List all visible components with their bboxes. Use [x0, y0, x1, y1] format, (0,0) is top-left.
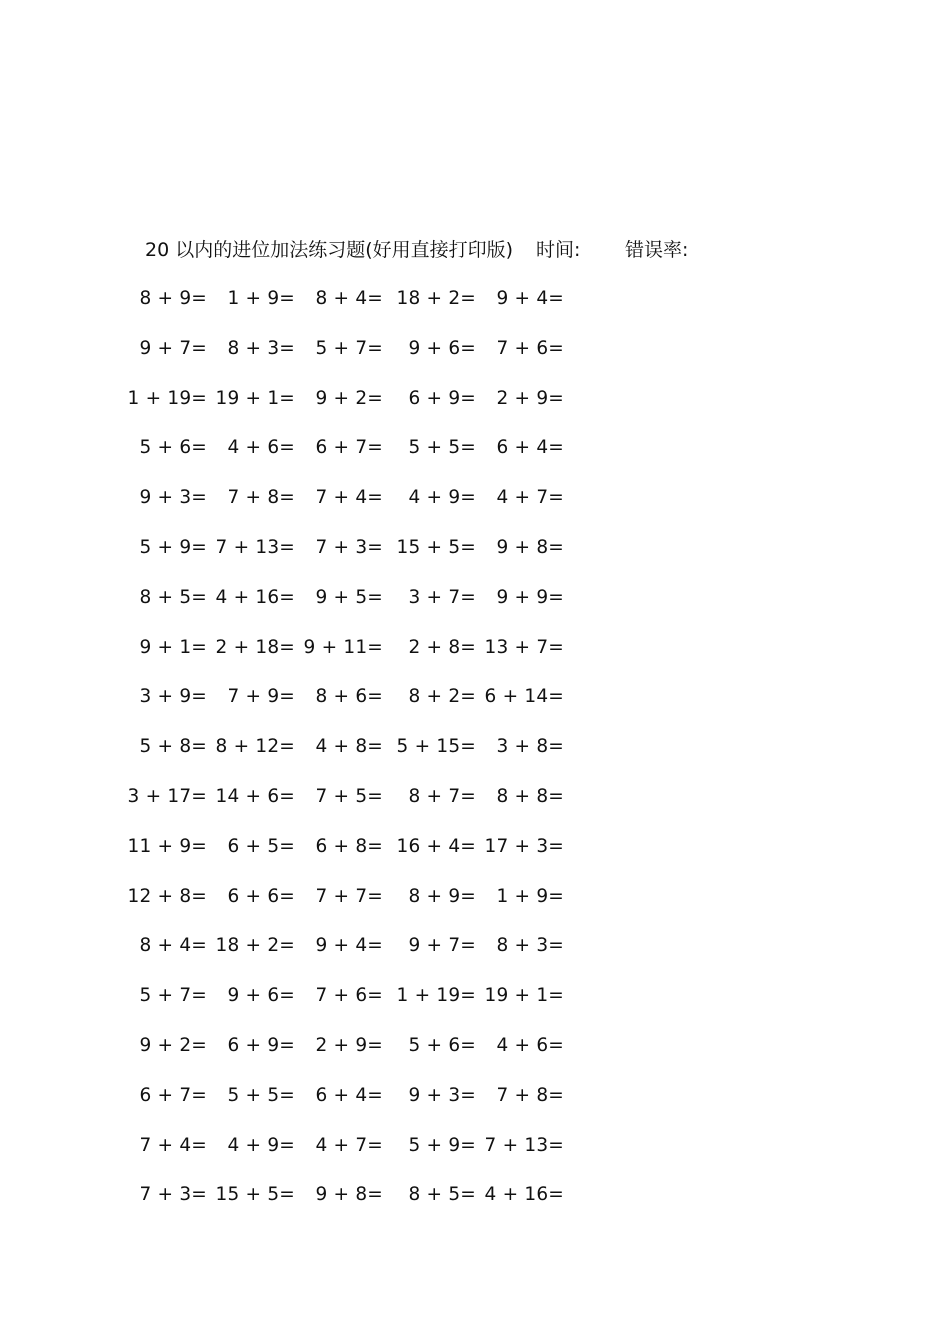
problem-item: 3 + 8= [496, 736, 564, 758]
problem-item: 9 + 2= [315, 387, 383, 409]
problem-item: 5 + 5= [227, 1084, 295, 1106]
problem-item: 9 + 9= [496, 586, 564, 608]
problem-item: 4 + 6= [227, 437, 295, 459]
time-label: 时间: [536, 239, 581, 261]
problem-item: 17 + 3= [484, 835, 564, 857]
problem-item: 7 + 3= [139, 1184, 207, 1206]
problem-item: 8 + 12= [215, 736, 295, 758]
problem-item: 19 + 1= [484, 985, 564, 1007]
problem-item: 16 + 4= [396, 835, 476, 857]
problem-item: 6 + 7= [139, 1084, 207, 1106]
problem-item: 8 + 5= [408, 1184, 476, 1206]
problem-item: 6 + 9= [408, 387, 476, 409]
problem-item: 7 + 13= [484, 1134, 564, 1156]
problem-item: 14 + 6= [215, 786, 295, 807]
error-rate-label: 错误率: [625, 239, 689, 261]
problem-item: 2 + 18= [215, 636, 295, 658]
problem-item: 5 + 6= [408, 1035, 476, 1056]
problem-item: 9 + 3= [139, 487, 207, 509]
problem-item: 9 + 11= [303, 636, 383, 658]
problem-item: 11 + 9= [127, 835, 207, 857]
problem-item: 6 + 9= [227, 1035, 295, 1056]
problem-item: 8 + 6= [315, 686, 383, 708]
problem-item: 4 + 6= [496, 1035, 564, 1056]
problem-item: 3 + 9= [139, 686, 207, 708]
problem-item: 9 + 3= [408, 1084, 476, 1106]
problem-item: 4 + 16= [215, 586, 295, 608]
problem-item: 8 + 3= [227, 337, 295, 359]
problem-item: 7 + 4= [315, 487, 383, 509]
problem-item: 9 + 7= [139, 337, 207, 359]
problem-item: 4 + 7= [496, 487, 564, 509]
problem-item: 5 + 9= [408, 1134, 476, 1156]
problem-item: 1 + 19= [396, 985, 476, 1007]
problem-item: 6 + 14= [484, 686, 564, 708]
problem-item: 8 + 5= [139, 586, 207, 608]
problem-item: 2 + 9= [496, 387, 564, 409]
worksheet-title: 20 以内的进位加法练习题(好用直接打印版) [145, 239, 514, 261]
problem-item: 6 + 4= [315, 1084, 383, 1106]
problem-item: 8 + 2= [408, 686, 476, 708]
problem-item: 4 + 16= [484, 1184, 564, 1206]
problem-item: 9 + 7= [408, 935, 476, 957]
problem-item: 7 + 6= [315, 985, 383, 1007]
problem-item: 3 + 7= [408, 586, 476, 608]
problem-item: 3 + 17= [127, 786, 207, 807]
problem-item: 8 + 7= [408, 786, 476, 807]
problem-item: 6 + 5= [227, 835, 295, 857]
problem-item: 2 + 8= [408, 636, 476, 658]
problem-item: 4 + 7= [315, 1134, 383, 1156]
problem-item: 5 + 7= [315, 337, 383, 359]
problem-item: 7 + 13= [215, 537, 295, 558]
problem-item: 9 + 8= [315, 1184, 383, 1206]
problem-item: 6 + 6= [227, 885, 295, 907]
problem-item: 7 + 4= [139, 1134, 207, 1156]
problem-item: 9 + 4= [496, 288, 564, 309]
problem-item: 2 + 9= [315, 1035, 383, 1056]
problem-item: 5 + 9= [139, 537, 207, 558]
problem-item: 8 + 3= [496, 935, 564, 957]
problem-item: 18 + 2= [396, 288, 476, 309]
problem-item: 7 + 3= [315, 537, 383, 558]
problem-item: 6 + 4= [496, 437, 564, 459]
problem-item: 5 + 7= [139, 985, 207, 1007]
problem-item: 8 + 9= [408, 885, 476, 907]
problem-item: 9 + 1= [139, 636, 207, 658]
problem-item: 5 + 6= [139, 437, 207, 459]
problem-item: 9 + 2= [139, 1035, 207, 1056]
problem-item: 7 + 5= [315, 786, 383, 807]
problem-item: 4 + 8= [315, 736, 383, 758]
problem-item: 1 + 9= [496, 885, 564, 907]
problem-item: 6 + 7= [315, 437, 383, 459]
problem-item: 19 + 1= [215, 387, 295, 409]
problem-item: 8 + 4= [315, 288, 383, 309]
problem-item: 9 + 8= [496, 537, 564, 558]
problem-item: 9 + 6= [227, 985, 295, 1007]
problem-item: 9 + 5= [315, 586, 383, 608]
problem-item: 1 + 9= [227, 288, 295, 309]
problem-item: 5 + 15= [396, 736, 476, 758]
problem-item: 1 + 19= [127, 387, 207, 409]
problem-item: 12 + 8= [127, 885, 207, 907]
problem-item: 13 + 7= [484, 636, 564, 658]
problem-item: 7 + 8= [227, 487, 295, 509]
problem-item: 7 + 9= [227, 686, 295, 708]
problem-item: 7 + 6= [496, 337, 564, 359]
problem-item: 8 + 8= [496, 786, 564, 807]
problem-item: 18 + 2= [215, 935, 295, 957]
problem-item: 7 + 7= [315, 885, 383, 907]
problem-item: 5 + 5= [408, 437, 476, 459]
problem-item: 8 + 4= [139, 935, 207, 957]
problem-item: 7 + 8= [496, 1084, 564, 1106]
problem-item: 9 + 6= [408, 337, 476, 359]
problem-item: 4 + 9= [227, 1134, 295, 1156]
problem-item: 8 + 9= [139, 288, 207, 309]
problem-item: 15 + 5= [215, 1184, 295, 1206]
problem-item: 15 + 5= [396, 537, 476, 558]
problem-item: 4 + 9= [408, 487, 476, 509]
problem-item: 6 + 8= [315, 835, 383, 857]
problem-item: 9 + 4= [315, 935, 383, 957]
problem-item: 5 + 8= [139, 736, 207, 758]
